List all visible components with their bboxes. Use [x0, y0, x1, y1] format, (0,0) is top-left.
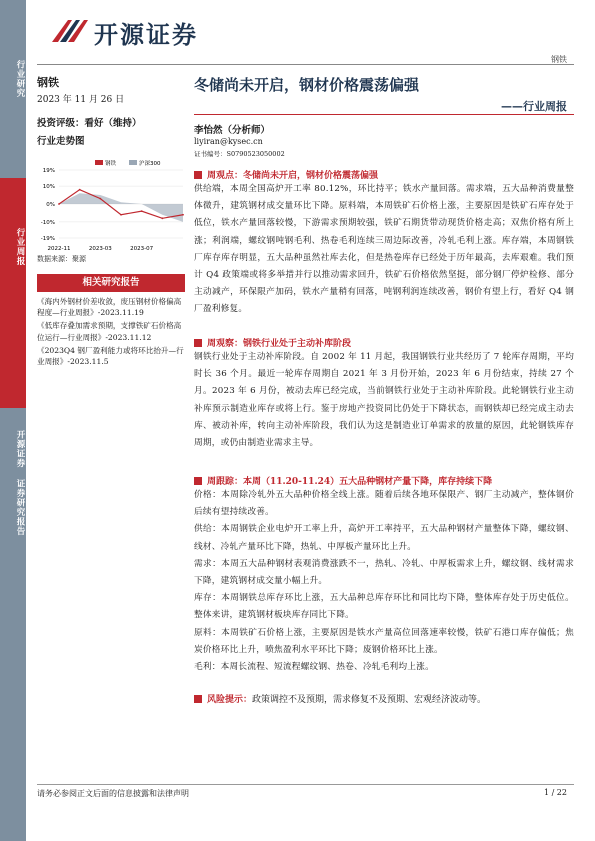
chart-x-axis	[48, 246, 154, 252]
x-tick-label: 2023-03	[88, 246, 112, 252]
header-industry-tag: 钢铁	[551, 55, 567, 64]
brand-name: 开源证券	[94, 20, 198, 49]
y-tick-label: 19%	[42, 168, 55, 174]
analyst-email[interactable]: liyiran@kysec.cn	[194, 137, 263, 146]
related-report-item[interactable]: 《2023Q4 钢厂盈利能力或将环比抬升—行业周报》-2023.11.5	[37, 345, 184, 367]
report-subtitle: ——行业周报	[501, 100, 567, 113]
steel-point	[182, 214, 184, 216]
chart-source: 数据来源：聚源	[37, 255, 86, 263]
section-risk-heading: 风险提示： 政策调控不及预期，需求修复不及预期、宏观经济波动等。	[194, 692, 486, 705]
header-rule	[37, 64, 574, 65]
section-weekly-view-body: 供给端，本周全国高炉开工率 80.12%，环比持平；铁水产量回落。需求端，五大品种消费量整体微升，建筑钢材成交量环比下降。原料端，本周铁矿石价格上涨，主要原因是铁矿石库存处于低位，铁水产量回落较慢，下游需求预期较强，铁矿石期货带动现货价格走高；双焦价格有所上涨；利润端，螺纹钢吨钢毛利、热卷毛利连续三周边际改善，冷轧毛利上涨。库存端，本周钢铁厂库存库存明显，五大品种虽然社库去化，但是热卷库存已经处于历年最高，去库艰难。我们预计 Q4 政策端或将多举措并行以推动需求回升，铁矿石价格依然坚挺，部分钢厂停炉检修、部分主动减产，环保限产加码，铁水产量稍有回落，吨钢利润连续改善，钢价有望上行，看好 Q4 钢厂盈利修复。	[194, 184, 574, 315]
brand-logo	[50, 14, 198, 50]
section-tracking-body	[194, 487, 574, 676]
section-observation-heading: 周观察：钢铁行业处于主动补库阶段	[194, 336, 351, 349]
related-reports-heading: 相关研究报告	[37, 274, 185, 292]
brand-logo-icon	[50, 16, 90, 48]
steel-point	[58, 203, 60, 205]
y-tick-label: 10%	[42, 184, 55, 191]
trend-chart	[37, 158, 187, 258]
related-report-item[interactable]: 《低库存叠加需求预期，支撑铁矿石价格高位运行—行业周报》-2023.11.12	[37, 321, 182, 342]
investment-rating: 投资评级：看好（维持）	[37, 118, 142, 129]
steel-point	[120, 214, 122, 216]
x-tick-label: 2023-07	[130, 246, 154, 252]
y-tick-label: 0%	[46, 202, 55, 208]
legend-hs300: 沪深300	[139, 161, 161, 167]
x-tick-label: 2022-11	[47, 246, 71, 252]
analyst-cert: 证书编号：S0790523050002	[194, 150, 285, 158]
section-observation-body: 钢铁行业处于主动补库阶段。自 2002 年 11 月起，我国钢铁行业共经历了 7 轮库存周期，平均时长 36 个月。最近一轮库存周期自 2021 年 3 月份开始，2023 年 6 月份结束，持续 27 个月。2023 年 6 月份，被动去库已经完成，当前钢铁行业处于主动补库阶段。此轮钢铁行业主动补库预示制造业库存或将上行。鉴于房地产投资同比仍处于下降状态，而钢铁却已经完成主动去库、被动补库，转向主动补库阶段，我们认为这是制造业订单需求的放量的原因，此轮钢铁库存周期，或仍由制造业需求主导。	[194, 352, 574, 449]
subtitle-rule	[194, 114, 574, 115]
section-tracking-heading: 周跟踪：本周（11.20-11.24）五大品种钢材产量下降，库存持续下降	[194, 474, 492, 487]
sidebar-label-bottom: 开源证券 证券研究报告	[15, 430, 25, 536]
page-number: 1 / 22	[543, 788, 567, 797]
section-weekly-view-heading: 周观点：冬储尚未开启，钢材价格震荡偏强	[194, 168, 378, 181]
sidebar-label-top: 行业研究	[15, 60, 25, 98]
bullet-icon	[194, 695, 202, 703]
y-tick-label: -19%	[40, 236, 55, 242]
sidebar-label-mid: 行业周报	[15, 228, 25, 266]
bullet-icon	[194, 171, 202, 179]
industry-name: 钢铁	[37, 76, 59, 89]
footer-disclaimer: 请务必参阅正文后面的信息披露和法律声明	[37, 789, 189, 798]
steel-point	[161, 217, 163, 219]
bullet-icon	[194, 477, 202, 485]
tracking-item: 供给：本周钢铁企业电炉开工率上升，高炉开工率持平，五大品种钢材产量整体下降，螺纹钢、线材、冷轧产量环比下降，热轧、中厚板产量环比上升。	[194, 524, 574, 552]
legend-steel: 钢铁	[105, 161, 117, 167]
tracking-item: 毛利：本周长流程、短流程螺纹钢、热卷、冷轧毛利均上涨。	[194, 662, 434, 673]
steel-point	[141, 210, 143, 212]
trend-chart-title: 行业走势图	[37, 136, 85, 147]
tracking-item: 价格：本周除冷轧外五大品种价格全线上涨。随着后续各地环保限产、钢厂主动减产，整体钢价后续有望持续改善。	[194, 490, 574, 518]
bullet-icon	[194, 339, 202, 347]
tracking-item: 原料：本周铁矿石价格上涨，主要原因是铁水产量高位回落速率较慢，铁矿石港口库存偏低；焦炭价格环比上升，喷焦盈利水平环比下降；废钢价格环比上涨。	[194, 627, 574, 655]
report-date: 2023 年 11 月 26 日	[37, 95, 125, 105]
tracking-item: 需求：本周五大品种钢材表观消费涨跌不一，热轧、冷轧、中厚板需求上升，螺纹钢、线材需求下降，建筑钢材成交量小幅上升。	[194, 558, 574, 587]
sidebar	[0, 0, 26, 841]
left-column	[37, 74, 182, 147]
related-reports-list	[37, 296, 185, 369]
chart-series	[58, 189, 184, 222]
footer-rule	[37, 784, 574, 785]
y-tick-label: -10%	[40, 219, 55, 226]
chart-legend	[95, 159, 161, 167]
report-title: 冬储尚未开启，钢材价格震荡偏强	[194, 76, 420, 94]
risk-body: 政策调控不及预期，需求修复不及预期、宏观经济波动等。	[252, 695, 487, 705]
steel-point	[99, 198, 101, 200]
steel-point	[79, 189, 81, 191]
analyst-name: 李怡然（分析师）	[194, 125, 271, 136]
related-report-item[interactable]: 《海内外钢材价差收敛，废压钢材价格偏高程度—行业周报》-2023.11.19	[37, 297, 182, 318]
tracking-item: 库存：本周钢铁总库存环比上涨，五大品种总库存环比和同比均下降，整体库存处于历史低位。整体来讲，建筑钢材板块库存同比下降。	[194, 593, 574, 621]
